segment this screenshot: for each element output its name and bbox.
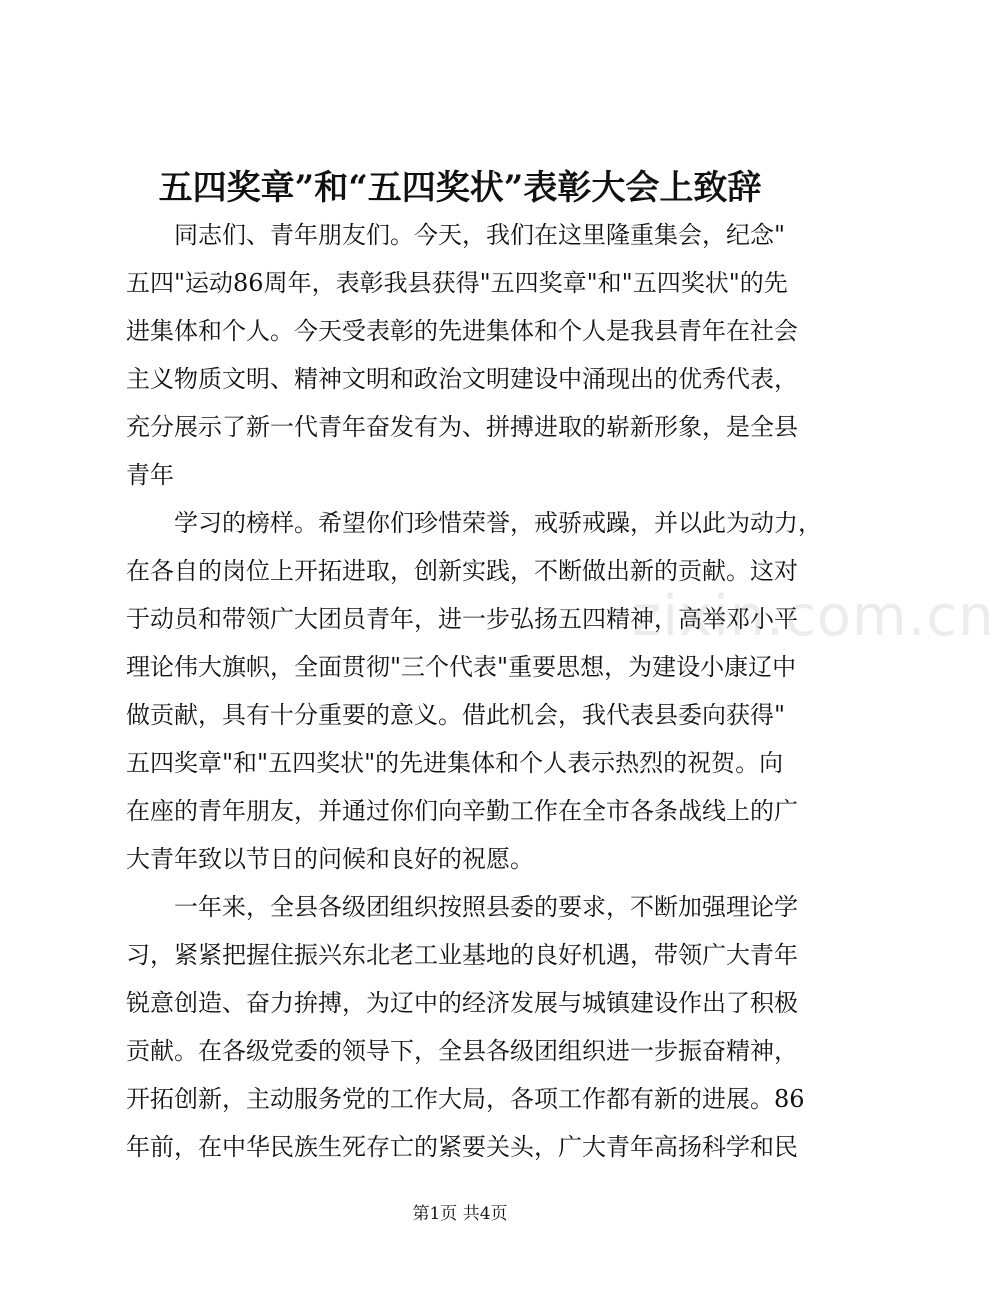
text-line: 理论伟大旗帜，全面贯彻"三个代表"重要思想，为建设小康辽中	[126, 653, 797, 681]
text-line: 进集体和个人。今天受表彰的先进集体和个人是我县青年在社会	[126, 317, 798, 345]
text-line: 在座的青年朋友，并通过你们向辛勤工作在全市各条战线上的广	[126, 797, 798, 825]
watermark: zixin.com.cn	[632, 584, 995, 649]
page-footer: 第1页 共4页	[412, 1204, 508, 1224]
text-line: 主义物质文明、精神文明和政治文明建设中涌现出的优秀代表，	[126, 365, 798, 393]
text-line: 贡献。在各级党委的领导下，全县各级团组织进一步振奋精神，	[126, 1037, 798, 1065]
text-line: 锐意创造、奋力拚搏，为辽中的经济发展与城镇建设作出了积极	[126, 989, 798, 1017]
text-line: 习，紧紧把握住振兴东北老工业基地的良好机遇，带领广大青年	[126, 941, 798, 969]
text-line: 五四"运动86周年，表彰我县获得"五四奖章"和"五四奖状"的先	[126, 269, 788, 297]
text-line: 年前，在中华民族生死存亡的紧要关头，广大青年高扬科学和民	[126, 1133, 798, 1161]
text-line: 学习的榜样。希望你们珍惜荣誉，戒骄戒躁，并以此为动力，	[174, 509, 822, 537]
text-line: 开拓创新，主动服务党的工作大局，各项工作都有新的进展。86	[126, 1085, 805, 1113]
text-line: 充分展示了新一代青年奋发有为、拼搏进取的崭新形象，是全县	[126, 413, 798, 441]
text-line: 于动员和带领广大团员青年，进一步弘扬五四精神，高举邓小平	[126, 605, 798, 633]
text-line: 大青年致以节日的问候和良好的祝愿。	[126, 845, 534, 873]
text-line: 一年来，全县各级团组织按照县委的要求，不断加强理论学	[174, 893, 798, 921]
text-line: 做贡献，具有十分重要的意义。借此机会，我代表县委向获得"	[126, 701, 786, 729]
document-title: 五四奖章”和“五四奖状”表彰大会上致辞	[158, 168, 762, 208]
text-line: 青年	[126, 461, 174, 489]
text-line: 在各自的岗位上开拓进取，创新实践，不断做出新的贡献。这对	[126, 557, 798, 585]
text-line: 同志们、青年朋友们。今天，我们在这里隆重集会，纪念"	[174, 221, 786, 249]
text-line: 五四奖章"和"五四奖状"的先进集体和个人表示热烈的祝贺。向	[126, 749, 784, 777]
